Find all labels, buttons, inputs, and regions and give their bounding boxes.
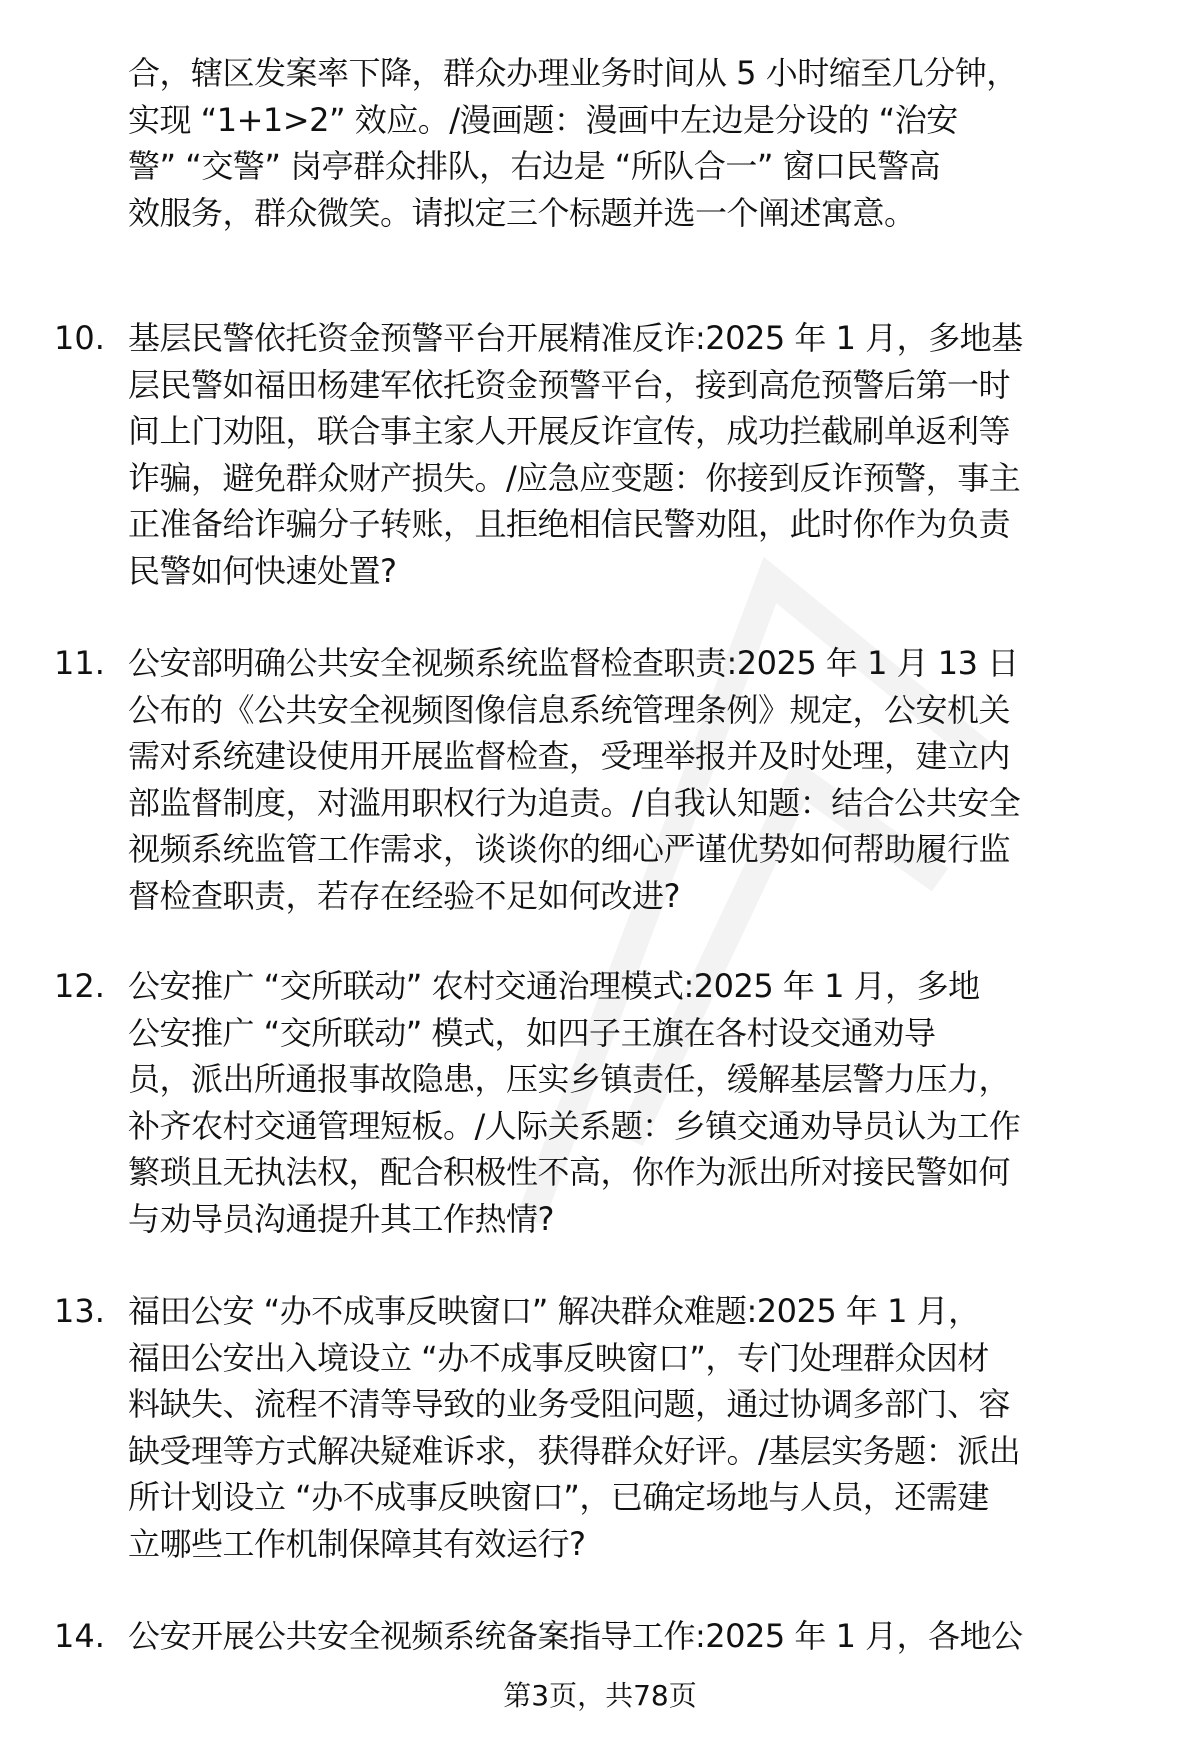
text-line: 民警如何快速处置? xyxy=(128,551,397,590)
text-line: 督检查职责，若存在经验不足如何改进? xyxy=(128,876,680,915)
question-number: 10. xyxy=(54,319,105,357)
text-line: 效服务，群众微笑。请拟定三个标题并选一个阐述寓意。 xyxy=(128,193,916,232)
text-line: 缺受理等方式解决疑难诉求，获得群众好评。/基层实务题：派出 xyxy=(128,1431,1021,1470)
text-line: 所计划设立 “办不成事反映窗口”，已确定场地与人员，还需建 xyxy=(128,1478,989,1516)
text-line: 间上门劝阻，联合事主家人开展反诈宣传，成功拦截刷单返利等 xyxy=(128,412,1011,450)
text-line: 公安部明确公共安全视频系统监督检查职责:2025 年 1 月 13 日 xyxy=(128,644,1019,682)
text-line: 补齐农村交通管理短板。/人际关系题：乡镇交通劝导员认为工作 xyxy=(128,1106,1021,1145)
question-text xyxy=(128,50,1018,236)
text-line: 部监督制度，对滥用职权行为追责。/自我认知题：结合公共安全 xyxy=(128,783,1021,822)
question-text xyxy=(128,1613,1023,1660)
text-line: 层民警如福田杨建军依托资金预警平台，接到高危预警后第一时 xyxy=(128,365,1011,404)
text-line: 警” “交警” 岗亭群众排队，右边是 “所队合一” 窗口民警高 xyxy=(128,147,941,185)
text-line: 公布的《公共安全视频图像信息系统管理条例》规定，公安机关 xyxy=(128,690,1011,729)
question-text xyxy=(128,1288,1020,1567)
question-number: 11. xyxy=(54,644,105,682)
page-footer: 第3页，共78页 xyxy=(503,1679,697,1712)
text-line: 公安推广 “交所联动” 模式，如四子王旗在各村设交通劝导 xyxy=(128,1013,936,1052)
text-line: 正准备给诈骗分子转账，且拒绝相信民警劝阻，此时你作为负责 xyxy=(128,505,1011,543)
question-text xyxy=(128,315,1023,594)
text-line: 与劝导员沟通提升其工作热情? xyxy=(128,1199,554,1238)
text-line: 公安推广 “交所联动” 农村交通治理模式:2025 年 1 月，多地 xyxy=(128,967,980,1005)
text-line: 繁琐且无执法权，配合积极性不高，你作为派出所对接民警如何 xyxy=(128,1153,1011,1191)
question-number: 13. xyxy=(54,1292,105,1330)
question-text xyxy=(128,640,1020,919)
text-line: 需对系统建设使用开展监督检查，受理举报并及时处理，建立内 xyxy=(128,737,1011,775)
text-line: 诈骗，避免群众财产损失。/应急应变题：你接到反诈预警，事主 xyxy=(128,458,1021,497)
text-line: 料缺失、流程不清等导致的业务受阻问题，通过协调多部门、容 xyxy=(128,1385,1011,1423)
text-line: 立哪些工作机制保障其有效运行? xyxy=(128,1524,586,1563)
question-number: 14. xyxy=(54,1617,105,1655)
text-line: 公安开展公共安全视频系统备案指导工作:2025 年 1 月，各地公 xyxy=(128,1617,1023,1655)
text-line: 福田公安 “办不成事反映窗口” 解决群众难题:2025 年 1 月， xyxy=(128,1292,980,1330)
text-line: 员，派出所通报事故隐患，压实乡镇责任，缓解基层警力压力， xyxy=(128,1060,1011,1098)
question-text xyxy=(128,963,1020,1242)
text-line: 合，辖区发案率下降，群众办理业务时间从 5 小时缩至几分钟， xyxy=(128,54,1018,92)
text-line: 实现 “1+1>2” 效应。/漫画题：漫画中左边是分设的 “治安 xyxy=(128,100,958,139)
question-number: 12. xyxy=(54,967,105,1005)
text-line: 视频系统监管工作需求，谈谈你的细心严谨优势如何帮助履行监 xyxy=(128,830,1011,868)
text-line: 基层民警依托资金预警平台开展精准反诈:2025 年 1 月，多地基 xyxy=(128,319,1023,357)
text-line: 福田公安出入境设立 “办不成事反映窗口”，专门处理群众因材 xyxy=(128,1338,989,1377)
